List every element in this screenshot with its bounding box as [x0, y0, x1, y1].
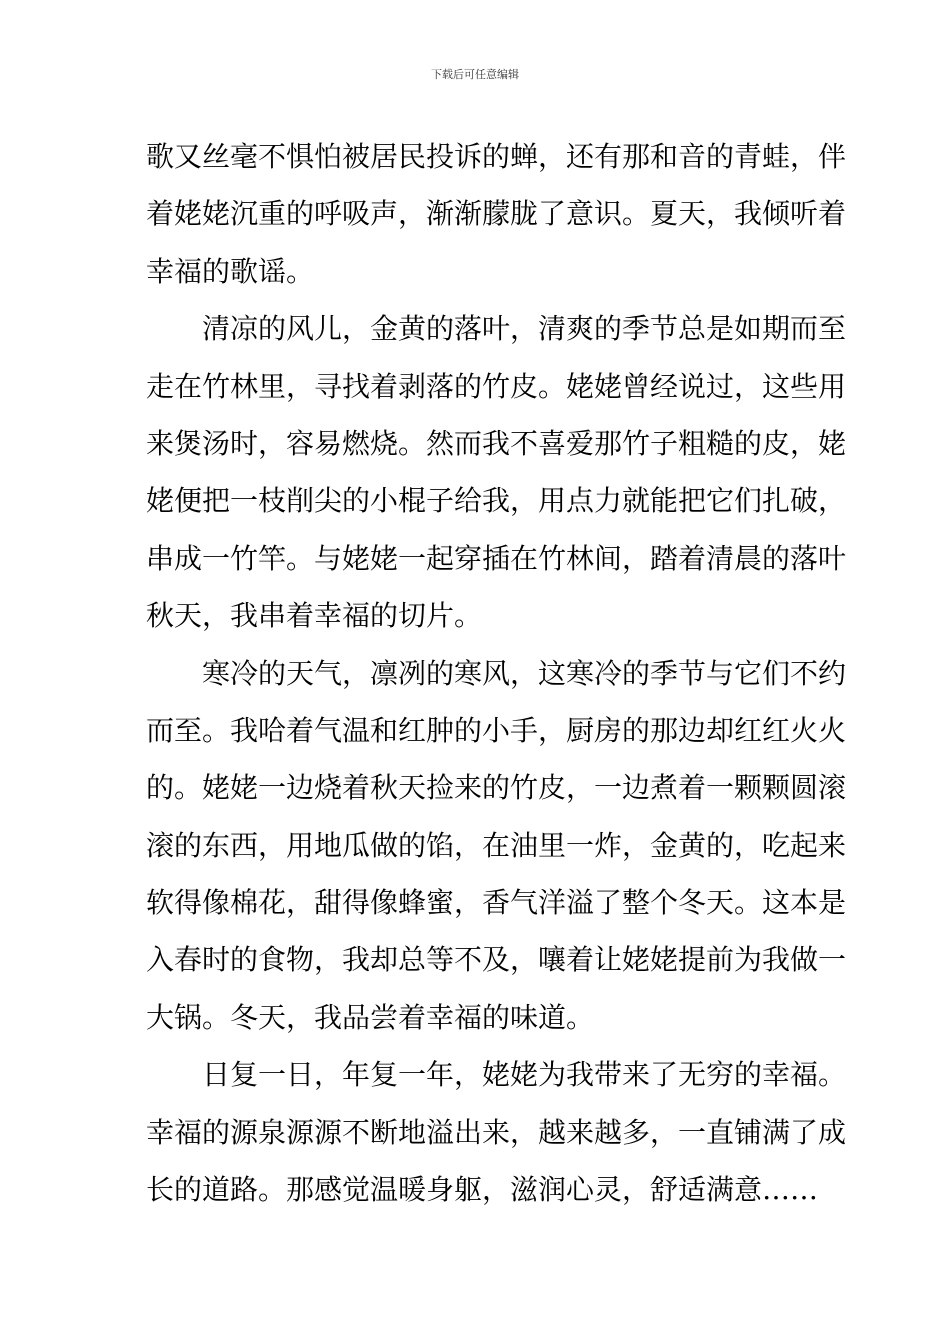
text-line: 来煲汤时，容易燃烧。然而我不喜爱那竹子粗糙的皮，姥: [146, 426, 847, 460]
text-line: 着姥姥沉重的呼吸声，渐渐朦胧了意识。夏天，我倾听着: [146, 197, 847, 231]
text-line: 串成一竹竿。与姥姥一起穿插在竹林间，踏着清晨的落叶: [146, 541, 847, 575]
text-line: 日复一日，年复一年，姥姥为我带来了无穷的幸福。: [202, 1058, 847, 1092]
text-line: 走在竹林里，寻找着剥落的竹皮。姥姥曾经说过，这些用: [146, 369, 847, 403]
text-line: 入春时的食物，我却总等不及，嚷着让姥姥提前为我做一: [146, 943, 847, 977]
text-line: 而至。我哈着气温和红肿的小手，厨房的那边却红红火火: [146, 713, 847, 747]
text-line: 滚的东西，用地瓜做的馅，在油里一炸，金黄的，吃起来: [146, 828, 847, 862]
text-line: 歌又丝毫不惧怕被居民投诉的蝉，还有那和音的青蛙，伴: [146, 140, 847, 173]
text-line: 幸福的源泉源源不断地溢出来，越来越多，一直铺满了成: [146, 1115, 847, 1149]
header-note: 下载后可任意编辑: [431, 68, 519, 81]
text-line: 长的道路。那感觉温暖身躯，滋润心灵，舒适满意……: [146, 1173, 819, 1207]
text-line: 寒冷的天气，凛冽的寒风，这寒冷的季节与它们不约: [202, 656, 847, 690]
text-line: 姥便把一枝削尖的小棍子给我，用点力就能把它们扎破，: [146, 484, 847, 518]
text-line: 软得像棉花，甜得像蜂蜜，香气洋溢了整个冬天。这本是: [146, 886, 847, 920]
text-line: 清凉的风儿，金黄的落叶，清爽的季节总是如期而至: [202, 312, 847, 346]
text-line: 大锅。冬天，我品尝着幸福的味道。: [146, 1000, 595, 1034]
body-text: [146, 128, 847, 1218]
text-line: 秋天，我串着幸福的切片。: [146, 599, 483, 633]
text-line: 的。姥姥一边烧着秋天捡来的竹皮，一边煮着一颗颗圆滚: [146, 771, 847, 805]
text-line: 幸福的歌谣。: [146, 254, 315, 288]
